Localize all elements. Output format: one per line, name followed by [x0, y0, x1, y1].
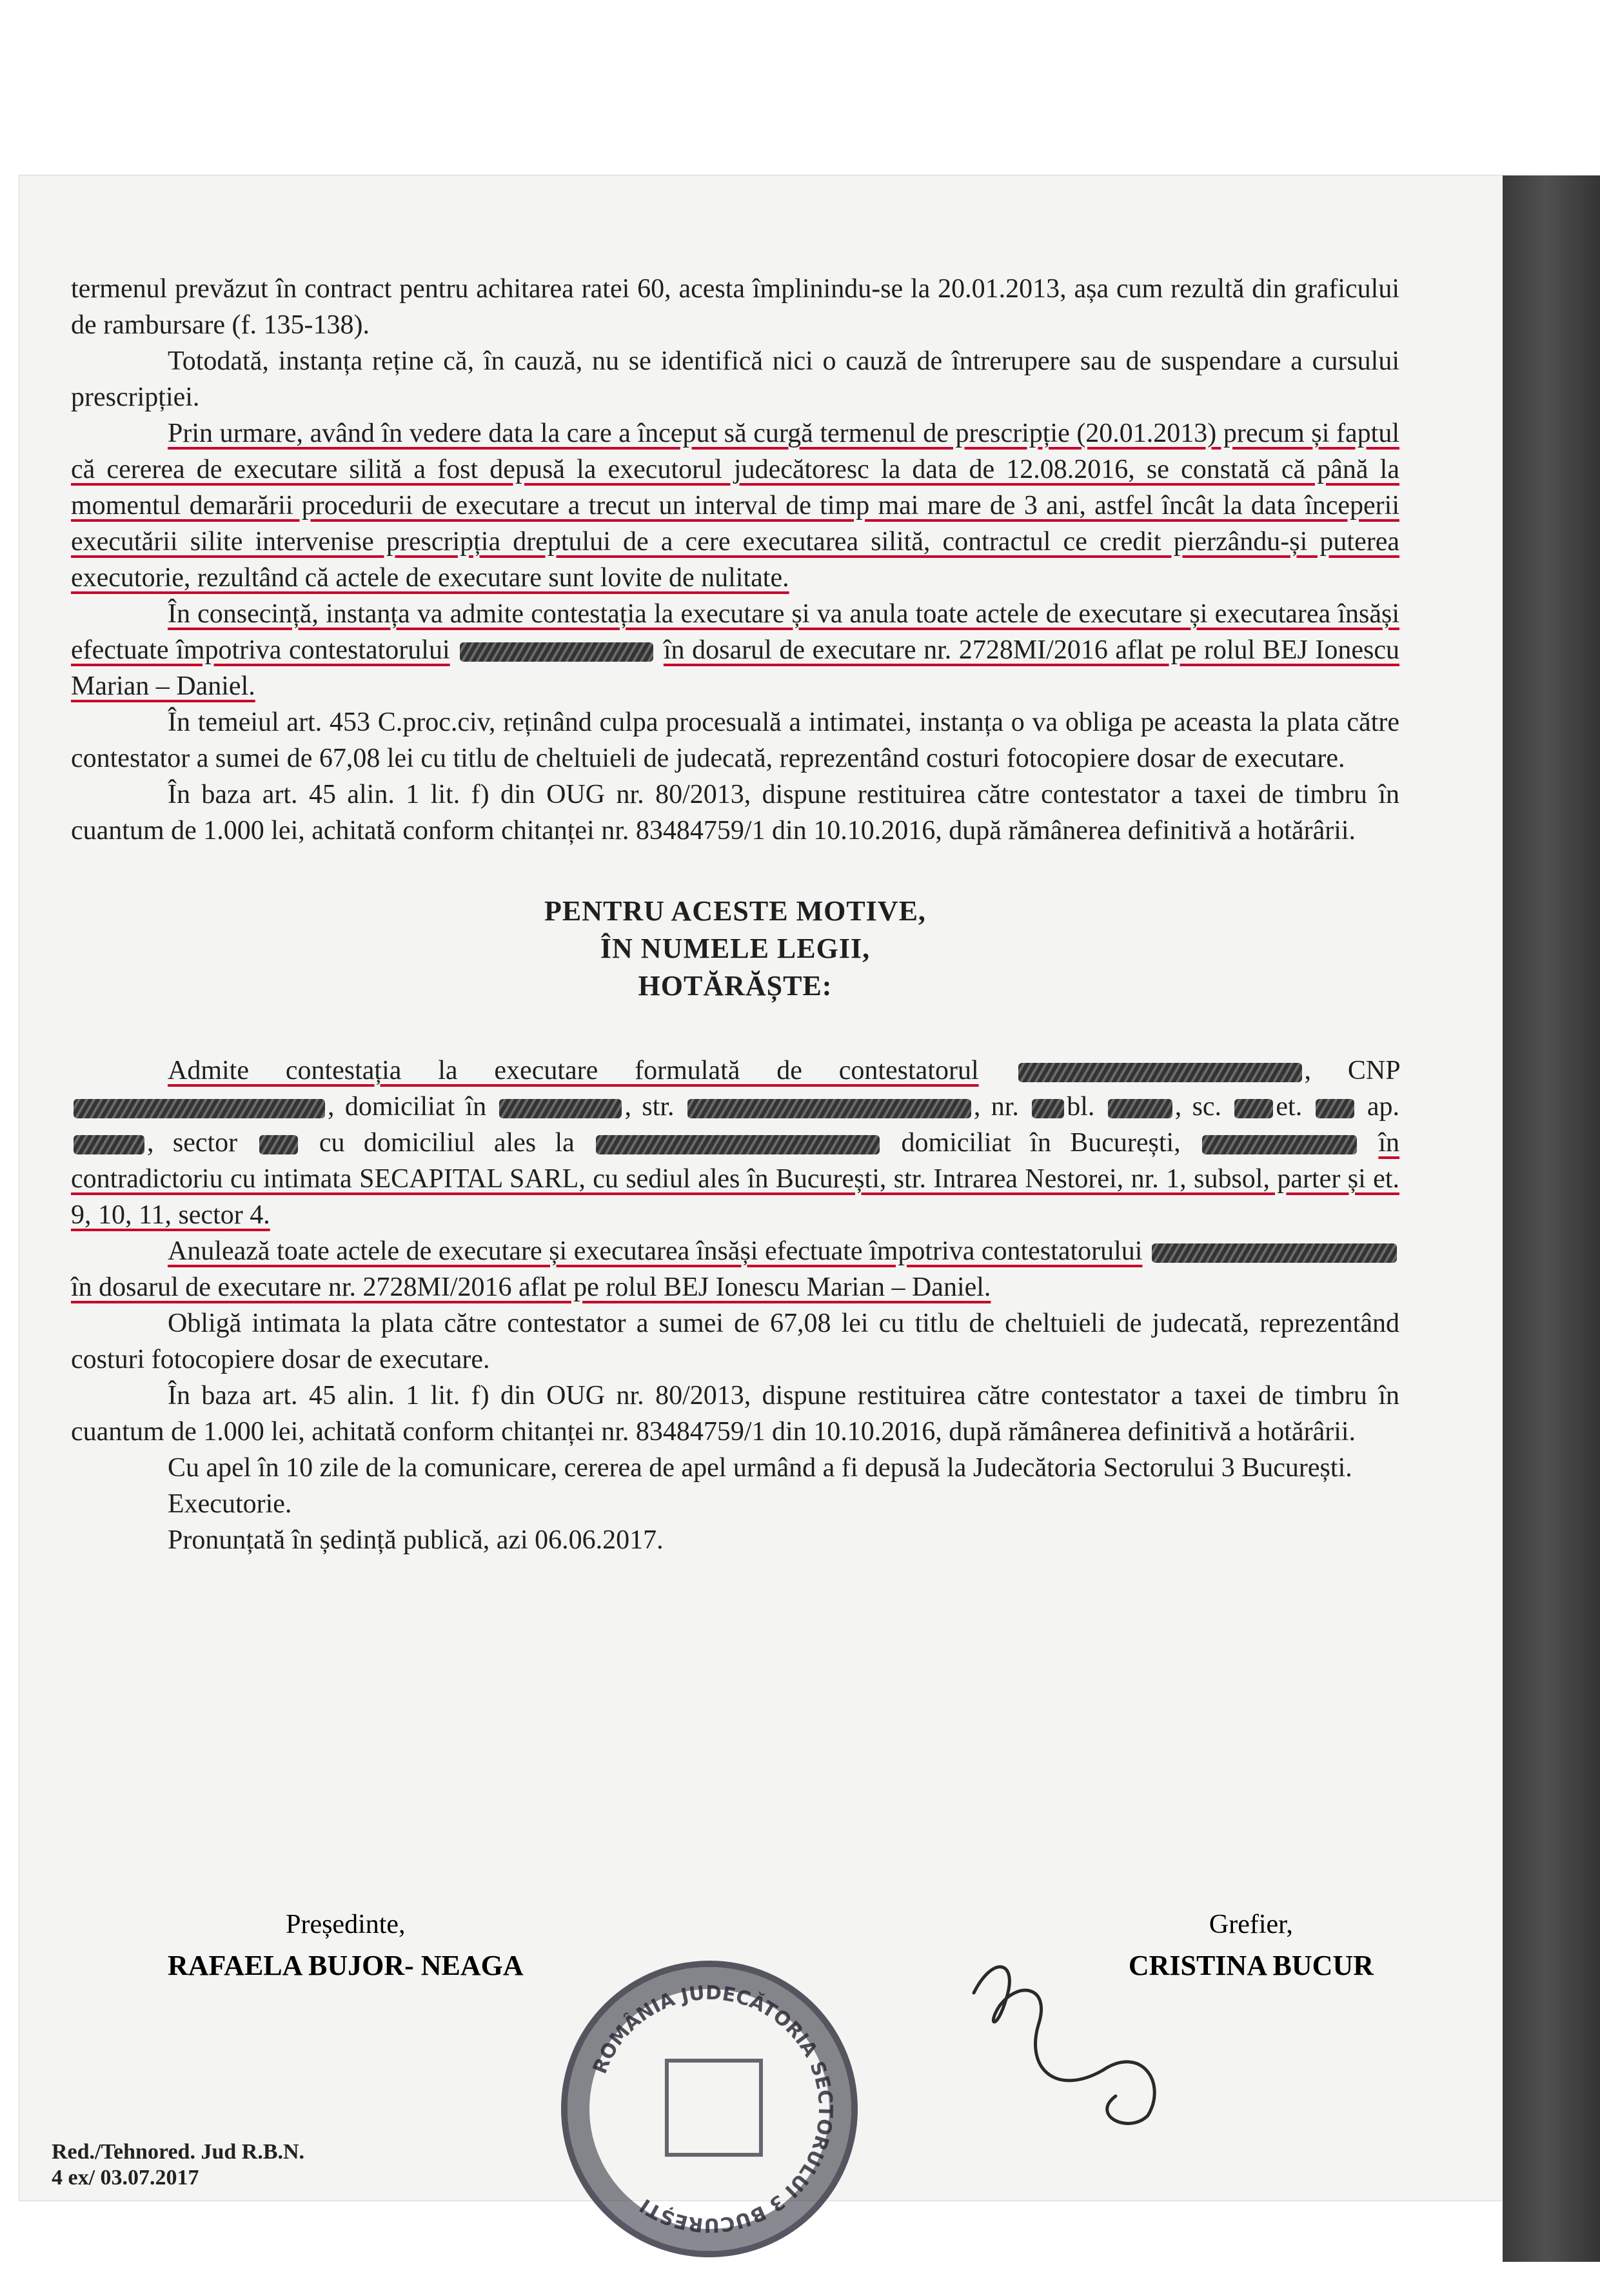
consequence-end: în dosarul de executare nr. 2728MI/2016 aflat pe rolul BEJ Ionescu Marian – Daniel. — [71, 635, 1400, 701]
contradictory-text: în contradictoriu cu intimata SECAPITAL SARL, cu sediul ales în București, str. Intrarea Nestorei, nr. 1, subsol, parter și et. 9, 10, 11, sector 4. — [71, 1128, 1400, 1230]
paragraph-term: termenul prevăzut în contract pentru achitarea ratei 60, acesta împlinindu-se la 20.01.2013, așa cum rezultă din graficului de rambursare (f. 135-138). — [71, 274, 1399, 340]
floor-label: et. — [1276, 1092, 1303, 1122]
paragraph-prescription: Prin urmare, având în vedere data la care a început să curgă termenul de prescripție (20.01.2013) precum și faptul că cererea de executare silită a fost depusă la executorul judecătoresc la data de 12.08.2016, se constată că până la momentul demarării procedurii de executare a trecut un interval de timp mai mare de 3 ani, astfel încât la data începerii executării silite intervenise prescripția dreptului de a cere executarea silită, contractul ce credit pierzându-și puterea executorie, rezultând că actele de executare sunt lovite de nulitate. — [71, 419, 1399, 593]
annul-end: în dosarul de executare nr. 2728MI/2016 aflat pe rolul BEJ Ionescu Marian – Daniel. — [71, 1272, 991, 1302]
president-title: Președinte, — [286, 1910, 406, 1939]
block-label: bl. — [1067, 1092, 1095, 1122]
president-signature — [168, 1909, 524, 1982]
ruling-heading — [71, 893, 1399, 1005]
footer-line-1: Red./Tehnored. Jud R.B.N. — [52, 2140, 305, 2164]
paragraph-admit — [71, 1053, 1399, 1233]
redacted-street — [687, 1099, 971, 1118]
consequence-text: În consecință, instanța va admite contestația la executare și va anula toate actele de executare și executarea însăși efectuate împotriva contestatorului — [71, 599, 1399, 665]
number-label: , nr. — [973, 1092, 1019, 1122]
redacted-block — [1108, 1099, 1172, 1118]
paragraph-obligation: Obligă intimata la plata către contestator a sumei de 67,08 lei cu titlu de cheltuieli de judecată, reprezentând costuri fotocopiere dosar de executare. — [71, 1309, 1399, 1374]
clerk-title: Grefier, — [1209, 1910, 1293, 1939]
footer-line-2: 4 ex/ 03.07.2017 — [52, 2166, 199, 2190]
redacted-lawyer — [596, 1135, 880, 1154]
redacted-name — [1018, 1063, 1302, 1082]
paragraph-no-interruption: Totodată, instanța reține că, în cauză, nu se identifică nici o cauză de întrerupere sau de suspendare a cursului prescripției. — [71, 346, 1399, 412]
heading-line-3: HOTĂRĂȘTE: — [638, 970, 833, 1002]
apartment-label: ap. — [1367, 1092, 1400, 1122]
redacted-stair — [1234, 1099, 1273, 1118]
redacted-floor — [1316, 1099, 1354, 1118]
paragraph-pronounced: Pronunțată în ședință publică, azi 06.06.2017. — [168, 1525, 664, 1555]
paragraph-stamp-duty: În baza art. 45 alin. 1 lit. f) din OUG nr. 80/2013, dispune restituirea către contestator a taxei de timbru în cuantum de 1.000 lei, achitată conform chitanței nr. 83484759/1 din 10.10.2016, după rămânerea definitivă a hotărârii. — [71, 780, 1399, 846]
paragraph-annul — [71, 1233, 1399, 1305]
president-name: RAFAELA BUJOR- NEAGA — [168, 1950, 524, 1981]
annul-text: Anulează toate actele de executare și executarea însăși efectuate împotriva contestatorului — [168, 1236, 1143, 1266]
redacted-name — [460, 642, 653, 662]
paragraph-appeal: Cu apel în 10 zile de la comunicare, cererea de apel urmând a fi depusă la Judecătoria Sectorului 3 București. — [168, 1453, 1352, 1483]
svg-text:ROMÂNIA JUDECĂTORIA SECTORULUI: ROMÂNIA JUDECĂTORIA SECTORULUI 3 BUCUREȘTI — [588, 1981, 837, 2237]
paragraph-consequence — [71, 596, 1399, 704]
domicile-bucharest: domiciliat în București, — [901, 1128, 1181, 1158]
paragraph-costs: În temeiul art. 453 C.proc.civ, reținând culpa procesuală a intimatei, instanța o va obliga pe aceasta la plata către contestator a sumei de 67,08 lei cu titlu de cheltuieli de judecată, reprezentând costuri fotocopiere dosar de executare. — [71, 708, 1399, 773]
admit-text: Admite contestația la executare formulată de contestatorul — [168, 1056, 979, 1085]
redacted-name — [1152, 1243, 1397, 1263]
redacted-apartment — [74, 1135, 144, 1154]
stamp-emblem — [665, 2059, 763, 2157]
heading-line-2: ÎN NUMELE LEGII, — [600, 933, 871, 964]
stair-label: , sc. — [1174, 1092, 1222, 1122]
document-footer — [52, 2139, 304, 2191]
sector-label: , sector — [147, 1128, 238, 1158]
redacted-address — [1202, 1135, 1357, 1154]
paragraph-enforceable: Executorie. — [168, 1489, 292, 1519]
document-body — [71, 271, 1399, 1558]
domicile-label: , domiciliat în — [328, 1092, 487, 1122]
scan-shadow — [1503, 175, 1600, 2262]
redacted-number — [1032, 1099, 1064, 1118]
paragraph-refund: În baza art. 45 alin. 1 lit. f) din OUG nr. 80/2013, dispune restituirea către contestator a taxei de timbru în cuantum de 1.000 lei, achitată conform chitanței nr. 83484759/1 din 10.10.2016, după rămânerea definitivă a hotărârii. — [71, 1381, 1399, 1447]
handwritten-signature — [961, 1948, 1193, 2141]
redacted-city — [499, 1099, 622, 1118]
elected-domicile-label: cu domiciliul ales la — [319, 1128, 575, 1158]
heading-line-1: PENTRU ACESTE MOTIVE, — [544, 895, 926, 927]
street-label: , str. — [624, 1092, 675, 1122]
redacted-cnp — [74, 1099, 325, 1118]
redacted-sector — [259, 1135, 298, 1154]
clerk-name: CRISTINA BUCUR — [1128, 1950, 1374, 1981]
cnp-label: , CNP — [1304, 1056, 1400, 1085]
